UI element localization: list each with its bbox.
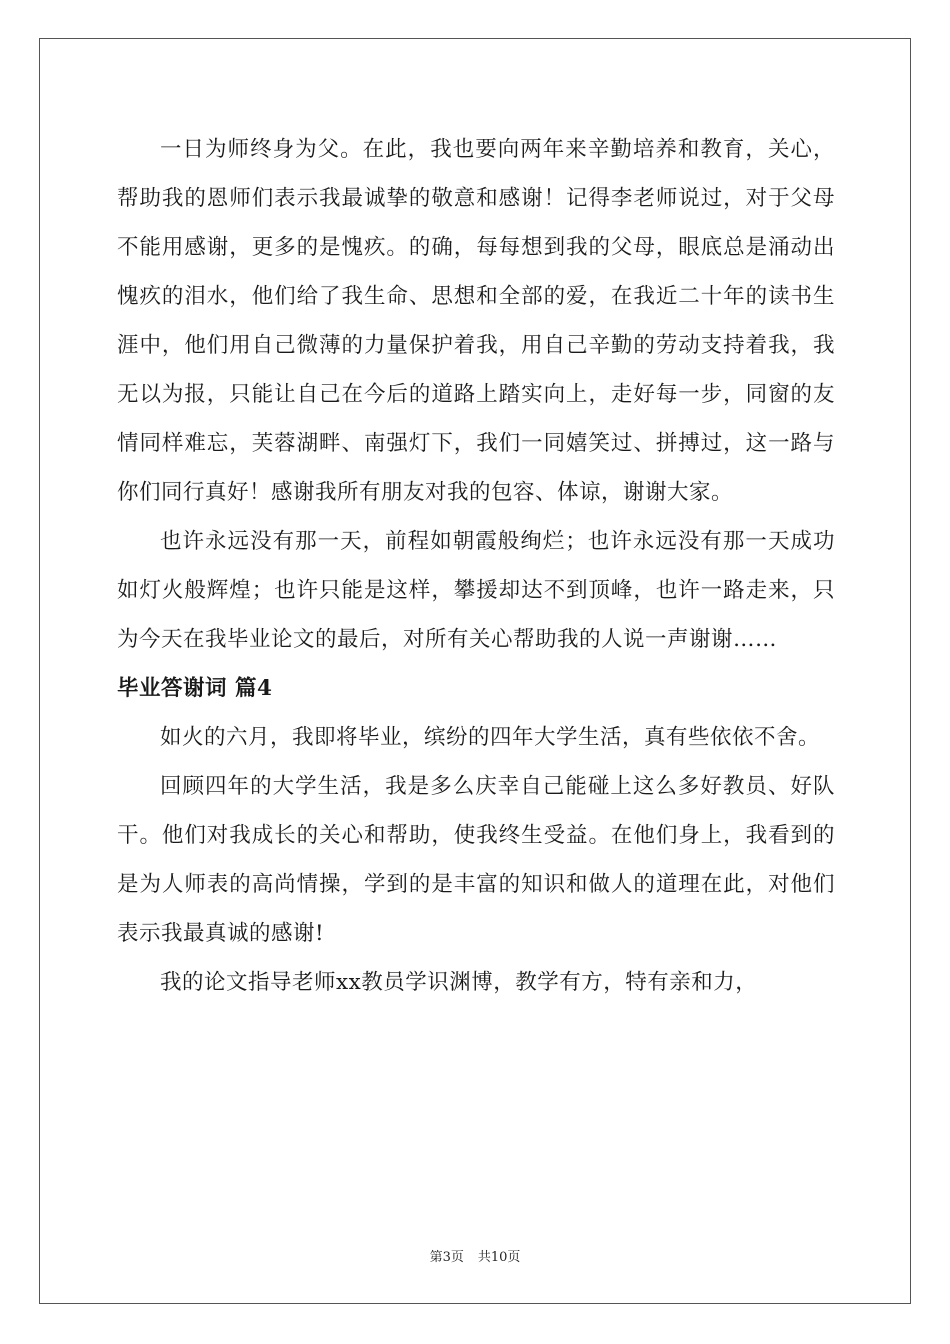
- paragraph-thesis-advisor: 我的论文指导老师xx教员学识渊博，教学有方，特有亲和力，: [160, 970, 758, 995]
- page-number: 第3页: [429, 1250, 464, 1265]
- document-body: [117, 125, 835, 1007]
- section-heading: 毕业答谢词 篇4: [117, 676, 273, 701]
- paragraph-thanks-closing: 也许永远没有那一天，前程如朝霞般绚烂；也许永远没有那一天成功如灯火般辉煌；也许只能是这样，攀援却达不到顶峰，也许一路走来，只为今天在我毕业论文的最后，对所有关心帮助我的人说一声谢谢……: [117, 529, 835, 652]
- paragraph-gratitude-teachers: 一日为师终身为父。在此，我也要向两年来辛勤培养和教育，关心，帮助我的恩师们表示我最诚挚的敬意和感谢！记得李老师说过，对于父母不能用感谢，更多的是愧疚。的确，每每想到我的父母，眼底总是涌动出愧疚的泪水，他们给了我生命、思想和全部的爱，在我近二十年的读书生涯中，他们用自己微薄的力量保护着我，用自己辛勤的劳动支持着我，我无以为报，只能让自己在今后的道路上踏实向上，走好每一步，同窗的友情同样难忘，芙蓉湖畔、南强灯下，我们一同嬉笑过、拼搏过，这一路与你们同行真好！感谢我所有朋友对我的包容、体谅，谢谢大家。: [117, 137, 835, 505]
- page-footer: [0, 1246, 950, 1265]
- paragraph-june-graduation: 如火的六月，我即将毕业，缤纷的四年大学生活，真有些依依不舍。: [160, 725, 821, 750]
- page-total: 共10页: [477, 1250, 521, 1265]
- paragraph-university-review: 回顾四年的大学生活，我是多么庆幸自己能碰上这么多好教员、好队干。他们对我成长的关心和帮助，使我终生受益。在他们身上，我看到的是为人师表的高尚情操，学到的是丰富的知识和做人的道理在此，对他们表示我最真诚的感谢!: [117, 774, 835, 946]
